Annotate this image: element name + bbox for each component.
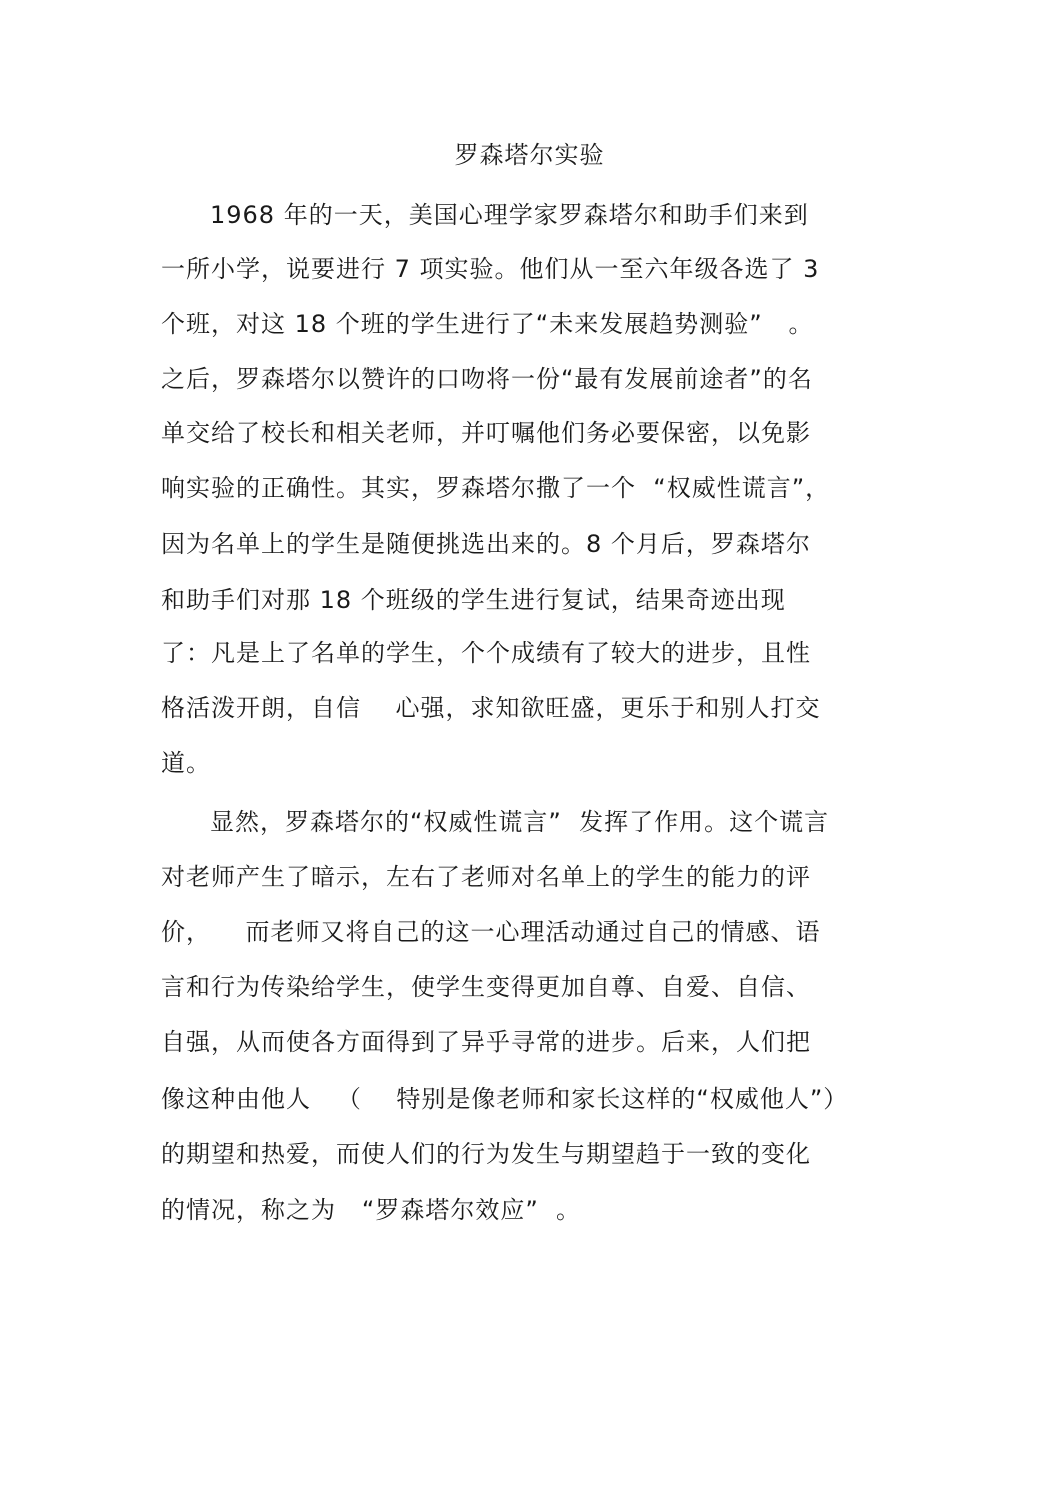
paragraph-2-line-1: 显然，罗森塔尔的“权威性谎言” 发挥了作用。这个谎言 — [210, 808, 830, 836]
paragraph-1-line-4: 之后，罗森塔尔以赞许的口吻将一份“最有发展前途者”的名 — [161, 365, 813, 393]
paragraph-1-line-10: 格活泼开朗，自信 心强，求知欲旺盛，更乐于和别人打交 — [161, 694, 821, 722]
paragraph-1-line-2: 一所小学，说要进行 7 项实验。他们从一至六年级各选了 3 — [161, 255, 820, 283]
paragraph-1-line-9: 了：凡是上了名单的学生，个个成绩有了较大的进步，且性 — [161, 639, 811, 667]
paragraph-2-line-2: 对老师产生了暗示，左右了老师对名单上的学生的能力的评 — [161, 863, 811, 891]
paragraph-1-line-7: 因为名单上的学生是随便挑选出来的。8 个月后，罗森塔尔 — [161, 530, 811, 558]
paragraph-1-line-5: 单交给了校长和相关老师，并叮嘱他们务必要保密，以免影 — [161, 419, 811, 447]
paragraph-2-line-7: 的期望和热爱，而使人们的行为发生与期望趋于一致的变化 — [161, 1140, 811, 1168]
paragraph-2-line-4: 言和行为传染给学生，使学生变得更加自尊、自爱、自信、 — [161, 973, 811, 1001]
paragraph-1-line-11: 道。 — [161, 749, 211, 777]
paragraph-1-line-3: 个班，对这 18 个班的学生进行了“未来发展趋势测验” 。 — [161, 310, 814, 338]
paragraph-1-line-8: 和助手们对那 18 个班级的学生进行复试，结果奇迹出现 — [161, 586, 786, 614]
document-title: 罗森塔尔实验 — [454, 141, 605, 169]
paragraph-2-line-6: 像这种由他人 （ 特别是像老师和家长这样的“权威他人”） — [161, 1085, 849, 1113]
paragraph-1-line-6: 响实验的正确性。其实，罗森塔尔撒了一个 “权威性谎言”， — [161, 474, 831, 502]
paragraph-2-line-5: 自强，从而使各方面得到了异乎寻常的进步。后来，人们把 — [161, 1028, 811, 1056]
paragraph-2-line-3: 价， 而老师又将自己的这一心理活动通过自己的情感、语 — [161, 918, 821, 946]
paragraph-2-line-8: 的情况，称之为 “罗森塔尔效应” 。 — [161, 1196, 582, 1224]
paragraph-1-line-1: 1968 年的一天，美国心理学家罗森塔尔和助手们来到 — [210, 201, 809, 229]
